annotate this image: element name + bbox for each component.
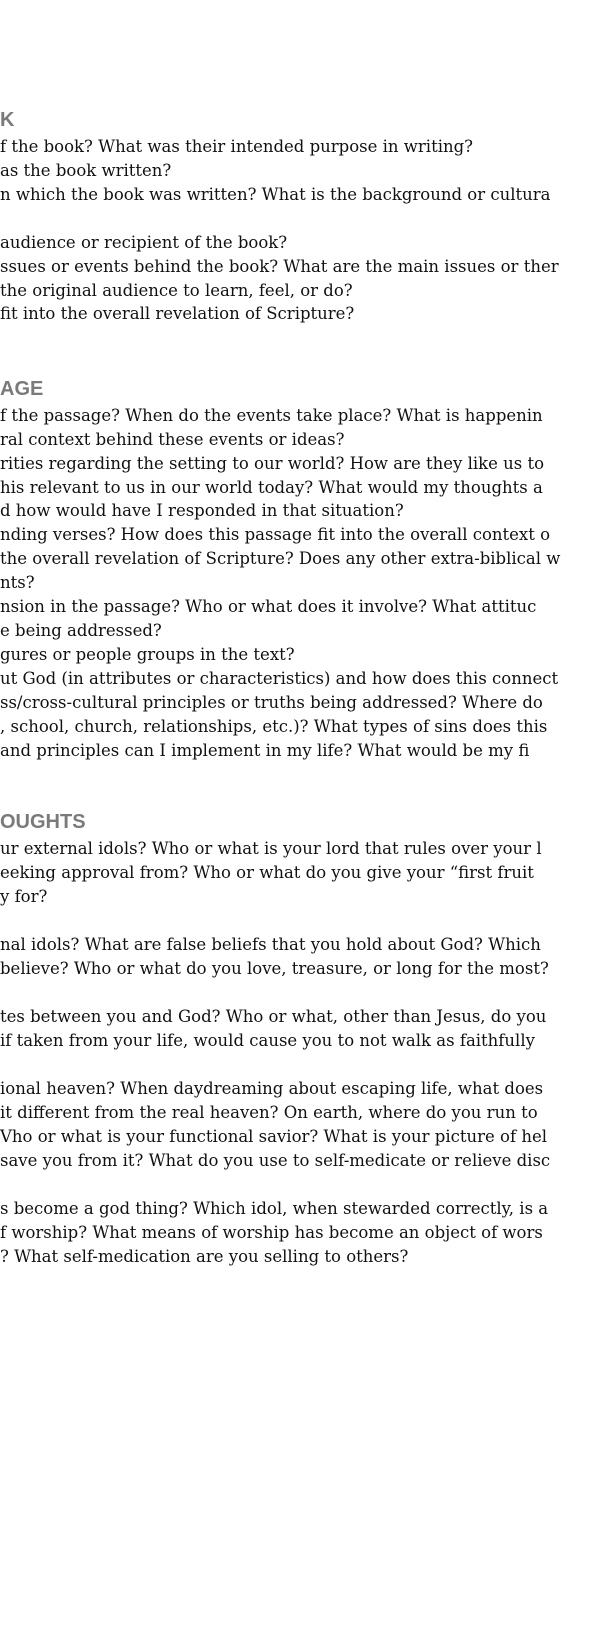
section-heading-book: K bbox=[0, 109, 15, 131]
section-heading-passage: AGE bbox=[0, 378, 44, 400]
passage-question-line-7: the overall revelation of Scripture? Does any other extra-biblical w bbox=[0, 549, 561, 568]
thoughts-question-line-11: save you from it? What do you use to self-medicate or relieve disc bbox=[0, 1151, 551, 1170]
section-heading-thoughts: OUGHTS bbox=[0, 811, 86, 833]
thoughts-question-line-8: ional heaven? When daydreaming about escaping life, what does bbox=[0, 1079, 544, 1098]
thoughts-question-line-5: believe? Who or what do you love, treasure, or long for the most? bbox=[0, 959, 549, 978]
passage-question-line-9: nsion in the passage? Who or what does it involve? What attituc bbox=[0, 597, 537, 616]
thoughts-question-line-7: if taken from your life, would cause you to not walk as faithfully bbox=[0, 1031, 535, 1050]
thoughts-question-line-2: eeking approval from? Who or what do you give your “first fruit bbox=[0, 863, 534, 882]
thoughts-question-line-9: it different from the real heaven? On earth, where do you run to bbox=[0, 1103, 538, 1122]
thoughts-question-line-4: nal idols? What are false beliefs that you hold about God? Which bbox=[0, 935, 541, 954]
thoughts-question-line-1: ur external idols? Who or what is your lord that rules over your l bbox=[0, 839, 542, 858]
passage-question-line-5: d how would have I responded in that situation? bbox=[0, 501, 404, 520]
book-question-line-7: fit into the overall revelation of Scripture? bbox=[0, 304, 355, 323]
thoughts-question-line-14: ? What self-medication are you selling to others? bbox=[0, 1247, 409, 1266]
thoughts-question-line-10: Vho or what is your functional savior? What is your picture of hel bbox=[0, 1127, 547, 1146]
book-question-line-2: as the book written? bbox=[0, 161, 172, 180]
thoughts-question-line-3: y for? bbox=[0, 887, 48, 906]
book-question-line-3: n which the book was written? What is the background or cultura bbox=[0, 185, 551, 204]
passage-question-line-14: , school, church, relationships, etc.)? What types of sins does this bbox=[0, 717, 548, 736]
book-question-line-6: the original audience to learn, feel, or do? bbox=[0, 281, 353, 300]
passage-question-line-6: nding verses? How does this passage fit into the overall context o bbox=[0, 525, 551, 544]
book-question-line-4: audience or recipient of the book? bbox=[0, 233, 288, 252]
book-question-line-1: f the book? What was their intended purpose in writing? bbox=[0, 137, 474, 156]
passage-question-line-2: ral context behind these events or ideas? bbox=[0, 430, 345, 449]
thoughts-question-line-12: s become a god thing? Which idol, when stewarded correctly, is a bbox=[0, 1199, 549, 1218]
thoughts-question-line-6: tes between you and God? Who or what, other than Jesus, do you bbox=[0, 1007, 547, 1026]
passage-question-line-10: e being addressed? bbox=[0, 621, 162, 640]
passage-question-line-12: ut God (in attributes or characteristics) and how does this connect bbox=[0, 669, 559, 688]
passage-question-line-13: ss/cross-cultural principles or truths being addressed? Where do bbox=[0, 693, 543, 712]
book-question-line-5: ssues or events behind the book? What are the main issues or ther bbox=[0, 257, 559, 276]
passage-question-line-11: gures or people groups in the text? bbox=[0, 645, 295, 664]
passage-question-line-3: rities regarding the setting to our world? How are they like us to bbox=[0, 454, 545, 473]
thoughts-question-line-13: f worship? What means of worship has become an object of wors bbox=[0, 1223, 543, 1242]
passage-question-line-4: his relevant to us in our world today? What would my thoughts a bbox=[0, 478, 543, 497]
passage-question-line-8: nts? bbox=[0, 573, 35, 592]
passage-question-line-15: and principles can I implement in my life? What would be my fi bbox=[0, 741, 530, 760]
passage-question-line-1: f the passage? When do the events take place? What is happenin bbox=[0, 406, 543, 425]
